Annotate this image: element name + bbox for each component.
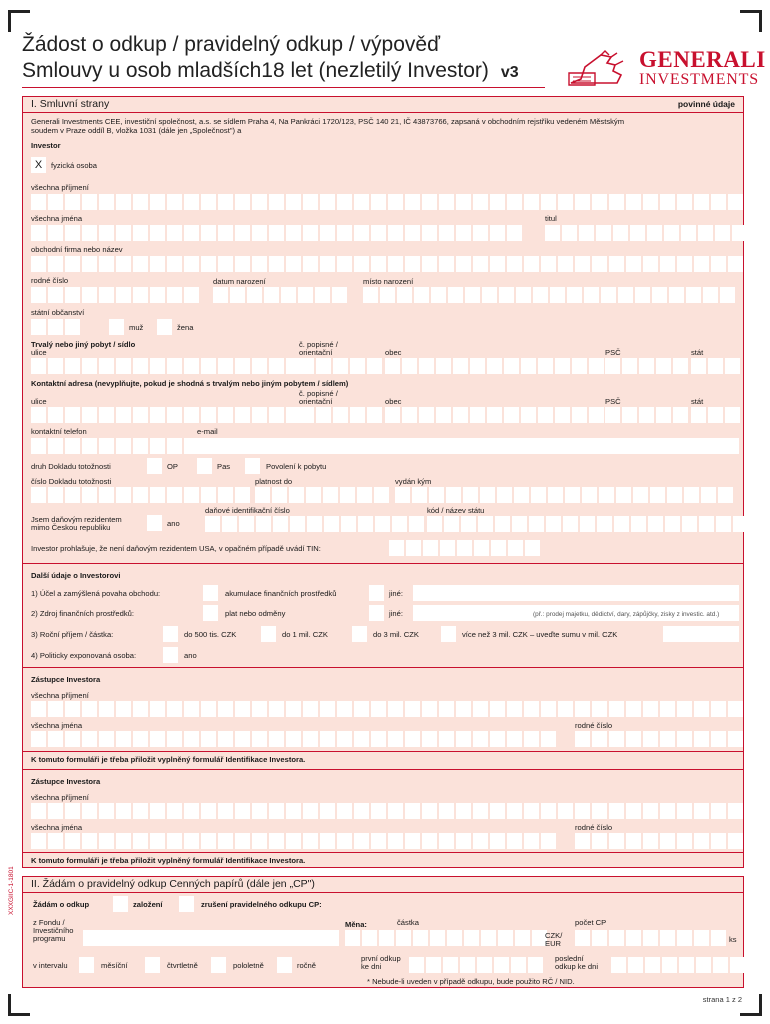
birth-date-label: datum narození [213,277,266,286]
tax-resident-label-2: mimo Českou republiku [31,523,111,532]
residence-street-label: ulice [31,348,47,357]
male-checkbox[interactable] [109,319,124,335]
contact-house-number-label: č. popisné / [299,389,338,398]
residence-municipality-boxes[interactable] [385,358,604,374]
female-label: žena [177,323,194,332]
id-permit-checkbox[interactable] [245,458,260,474]
q1-other-label: jiné: [389,589,403,598]
rep1-birth-number-label: rodné číslo [575,721,613,730]
last-redemption-boxes[interactable] [611,957,745,973]
title-rule [22,87,545,88]
monthly-checkbox[interactable] [79,957,94,973]
rep1-names-boxes[interactable] [31,731,556,747]
valid-until-label: platnost do [255,477,293,486]
tax-country-label: kód / název státu [427,506,485,515]
setup-checkbox[interactable] [113,896,128,912]
q3-opt3-checkbox[interactable] [352,626,367,642]
q3-opt2-label: do 1 mil. CZK [282,630,328,639]
crop-mark-bottom-right [740,994,762,1016]
investor-heading: Investor [31,141,61,150]
contact-zip-boxes[interactable] [605,407,688,423]
q3-label: 3) Roční příjem / částka: [31,630,114,639]
divider-further [23,563,743,564]
q1-accumulation-label: akumulace finančních prostředků [225,589,337,598]
phone-boxes[interactable] [31,438,199,454]
last-redemption-label-1: poslední [555,954,584,963]
count-cp-label: počet CP [575,918,607,927]
q2-other-checkbox[interactable] [369,605,384,621]
rep2-names-boxes[interactable] [31,833,556,849]
natural-person-label: fyzická osoba [51,161,98,170]
currency-label: Měna: [345,920,367,929]
tax-resident-checkbox[interactable] [147,515,162,531]
tin-boxes[interactable] [389,540,540,556]
divider-rep-1 [23,667,743,668]
interval-label: v intervalu [33,961,68,970]
half-yearly-label: pololetně [233,961,264,970]
version-label: v3 [500,64,519,81]
rep1-surnames-label: všechna příjmení [31,691,89,700]
q2-other-field[interactable] [413,605,739,621]
currency-czk-label: CZK/ [545,931,563,940]
further-heading: Další údaje o Investorovi [31,571,121,580]
rep2-note: K tomuto formuláři je třeba přiložit vyplněný formulář Identifikace Investora. [31,856,306,865]
residence-house-number-label: č. popisné / [299,340,338,349]
tax-resident-label-1: Jsem daňovým rezidentem [31,515,122,524]
natural-person-checkbox[interactable]: X [31,157,46,173]
residence-state-label: stát [691,348,704,357]
email-label: e-mail [197,427,218,436]
fund-label-3: programu [33,934,66,943]
tax-country-boxes[interactable] [427,516,748,532]
required-note: povinné údaje [677,99,735,109]
q3-opt3-label: do 3 mil. CZK [373,630,419,639]
first-redemption-label-2: ke dni [361,962,382,971]
id-pas-label: Pas [217,462,231,471]
birth-date-boxes[interactable] [213,287,347,303]
section-2-panel [22,876,744,988]
contact-number-boxes[interactable] [299,407,382,423]
names-label: všechna jména [31,214,83,223]
q2-salary-label: plat nebo odměny [225,609,286,618]
residence-orient-label: orientační [299,348,333,357]
id-pas-checkbox[interactable] [197,458,212,474]
rep2-heading: Zástupce Investora [31,777,101,786]
q2-other-label: jiné: [389,609,403,618]
rep1-heading: Zástupce Investora [31,675,101,684]
residence-state-boxes[interactable] [691,358,740,374]
q3-opt1-label: do 500 tis. CZK [184,630,237,639]
rep1-birth-number-boxes[interactable] [575,731,743,747]
contact-zip-label: PSČ [605,397,621,406]
fund-field[interactable] [83,930,339,946]
last-redemption-label-2: odkup ke dni [555,962,599,971]
pcs-label: ks [729,935,737,944]
tax-resident-yes-label: ano [167,519,180,528]
q1-other-field[interactable] [413,585,739,601]
q1-accumulation-checkbox[interactable] [203,585,218,601]
amount-label: částka [397,918,419,927]
valid-until-boxes[interactable] [255,487,389,503]
rep2-birth-number-boxes[interactable] [575,833,743,849]
rep2-birth-number-label: rodné číslo [575,823,613,832]
crop-mark-bottom-left [8,994,30,1016]
surnames-boxes[interactable] [31,194,743,210]
q2-label: 2) Zdroj finančních prostředků: [31,609,134,618]
birth-number-label: rodné číslo [31,276,69,285]
q2-hint: (př.: prodej majetku, dědictví, dary, zápůjčky, zisky z investic. atd.) [533,611,720,618]
page-number: strana 1 z 2 [702,995,742,1004]
id-op-label: OP [167,462,178,471]
q1-other-checkbox[interactable] [369,585,384,601]
generali-logo [567,47,766,91]
lion-icon [567,49,633,89]
surnames-label: všechna příjmení [31,183,89,192]
first-redemption-label-1: první odkup [361,954,401,963]
rep1-note: K tomuto formuláři je třeba přiložit vyplněný formulář Identifikace Investora. [31,755,306,764]
issued-by-boxes[interactable] [395,487,733,503]
residence-street-boxes[interactable] [31,358,301,374]
company-text-1: Generali Investments CEE, investiční společnost, a.s. se sídlem Praha 4, Na Pankráci 1720/123, PSČ 140 21, IČ 43873766, zapsaná v obchodním rejstříku vedeném Městským [31,117,625,126]
section-1-title: I. Smluvní strany [31,98,110,110]
tax-id-label: daňové identifikační číslo [205,506,290,515]
crop-mark-top-right [740,10,762,32]
contact-municipality-label: obec [385,397,402,406]
half-yearly-checkbox[interactable] [211,957,226,973]
company-text-2: soudem v Praze oddíl B, vložka 1031 (dále jen „Společnost") a [31,126,242,135]
tax-id-boxes[interactable] [205,516,424,532]
contact-heading: Kontaktní adresa (nevyplňujte, pokud je shodná s trvalým nebo jiným pobytem / sídlem) [31,379,349,388]
email-field[interactable] [197,438,739,454]
residence-heading: Trvalý nebo jiný pobyt / sídlo [31,340,136,349]
title-field-label: titul [545,214,557,223]
id-number-boxes[interactable] [31,487,250,503]
divider-rep-2 [23,769,743,770]
section-2-header [23,877,743,893]
divider-rep1-note [23,751,743,752]
footnote: * Nebude-li uveden v případě odkupu, bude použito RČ / NID. [367,977,575,986]
citizenship-boxes[interactable] [31,319,80,335]
section-1-header [23,97,743,113]
q3-amount-field[interactable] [663,626,739,642]
birth-number-boxes[interactable] [31,287,199,303]
id-op-checkbox[interactable] [147,458,162,474]
page-title [22,32,519,86]
female-checkbox[interactable] [157,319,172,335]
rep2-surnames-boxes[interactable] [31,803,743,819]
male-label: muž [129,323,144,332]
quarterly-label: čtvrtletně [167,961,198,970]
contact-state-label: stát [691,397,704,406]
title-boxes[interactable] [545,225,747,241]
cancel-checkbox[interactable] [179,896,194,912]
names-boxes[interactable] [31,225,522,241]
q3-opt4-checkbox[interactable] [441,626,456,642]
birth-place-label: místo narození [363,277,414,286]
crop-mark-top-left [8,10,30,32]
id-type-label: druh Dokladu totožnosti [31,462,111,471]
q4-pep-label: ano [184,651,197,660]
birth-place-boxes[interactable] [363,287,735,303]
contact-municipality-boxes[interactable] [385,407,604,423]
residence-zip-label: PSČ [605,348,621,357]
cancel-label: zrušení pravidelného odkupu CP: [201,900,322,909]
contact-street-boxes[interactable] [31,407,301,423]
logo-word-investments: INVESTMENTS [639,71,759,88]
rep2-surnames-label: všechna příjmení [31,793,89,802]
rep1-names-label: všechna jména [31,721,83,730]
q3-opt4-label: více než 3 mil. CZK – uveďte sumu v mil. CZK [462,630,618,639]
rep1-surnames-boxes[interactable] [31,701,743,717]
title-line-1: Žádost o odkup / pravidelný odkup / výpověď [22,33,440,56]
q1-label: 1) Účel a zamýšlená povaha obchodu: [31,589,161,598]
business-name-boxes[interactable] [31,256,743,272]
contact-orient-label: orientační [299,397,333,406]
currency-eur-label: EUR [545,939,562,948]
citizenship-label: státní občanství [31,308,85,317]
contact-street-label: ulice [31,397,47,406]
title-line-2: Smlouvy u osob mladších18 let (nezletilý Investor) [22,59,489,82]
contact-state-boxes[interactable] [691,407,740,423]
q3-opt2-checkbox[interactable] [261,626,276,642]
section-2-title: II. Žádám o pravidelný odkup Cenných papírů (dále jen „CP") [31,878,315,890]
q4-pep-checkbox[interactable] [163,647,178,663]
business-name-label: obchodní firma nebo název [31,245,123,254]
logo-word-generali: GENERALI [639,47,766,72]
residence-zip-boxes[interactable] [605,358,688,374]
yearly-checkbox[interactable] [277,957,292,973]
q3-opt1-checkbox[interactable] [163,626,178,642]
fund-label-2: Investičního [33,926,74,935]
residence-number-boxes[interactable] [299,358,382,374]
rep2-names-label: všechna jména [31,823,83,832]
phone-label: kontaktní telefon [31,427,87,436]
yearly-label: ročně [297,961,316,970]
id-permit-label: Povolení k pobytu [266,462,327,471]
q4-label: 4) Politicky exponovaná osoba: [31,651,137,660]
quarterly-checkbox[interactable] [145,957,160,973]
fund-label-1: z Fondu / [33,918,65,927]
q2-salary-checkbox[interactable] [203,605,218,621]
request-label: Žádám o odkup [33,900,90,909]
section-1-panel [22,96,744,868]
monthly-label: měsíční [101,961,128,970]
issued-by-label: vydán kým [395,477,432,486]
side-form-code: XXXGIIC-1-1801 [8,866,15,915]
divider-rep2-note [23,852,743,853]
usa-statement: Investor prohlašuje, že není daňovým rezidentem USA, v opačném případě uvádí TIN: [31,544,321,553]
setup-label: založení [133,900,163,909]
id-number-label: číslo Dokladu totožnosti [31,477,112,486]
first-redemption-boxes[interactable] [409,957,543,973]
count-cp-boxes[interactable] [575,930,726,946]
amount-boxes[interactable] [345,930,547,946]
residence-municipality-label: obec [385,348,402,357]
